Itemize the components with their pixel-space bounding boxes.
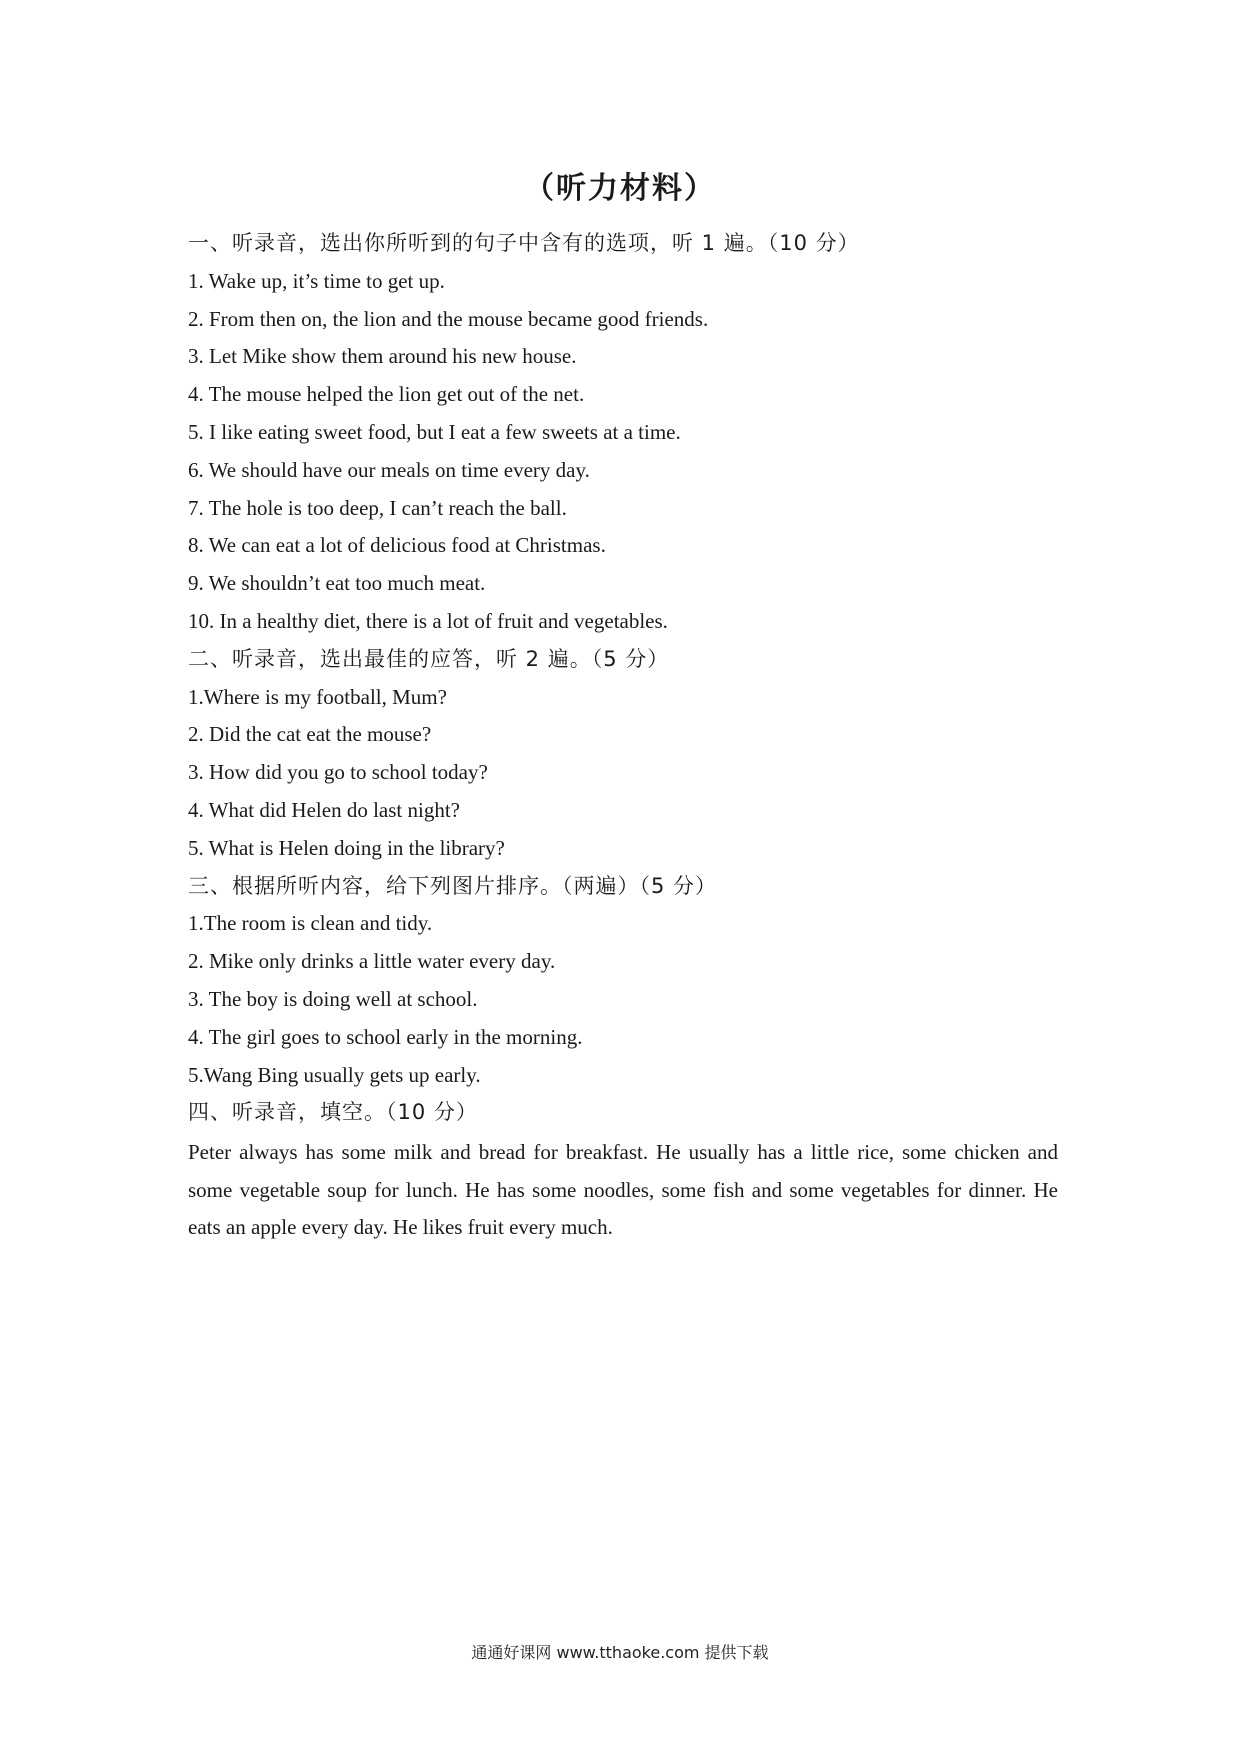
page-footer: 通通好课网 www.tthaoke.com 提供下载 [471,1643,769,1662]
section-1-item: 1. Wake up, it’s time to get up. [188,268,445,293]
section-1-item: 2. From then on, the lion and the mouse became good friends. [188,306,709,331]
section-3-heading: 三、根据所听内容，给下列图片排序。（两遍）（5 分） [188,873,718,898]
document-body [188,225,1058,1247]
section-1-item: 10. In a healthy diet, there is a lot of fruit and vegetables. [188,608,668,633]
section-2-heading: 二、听录音，选出最佳的应答，听 2 遍。（5 分） [188,646,670,671]
section-2-item: 3. How did you go to school today? [188,760,488,785]
section-1-item: 9. We shouldn’t eat too much meat. [188,571,486,596]
section-1-item: 3. Let Mike show them around his new house. [188,344,577,369]
section-1-item: 4. The mouse helped the lion get out of the net. [188,382,585,407]
section-1-item: 6. We should have our meals on time every day. [188,457,590,482]
section-2-item: 1.Where is my football, Mum? [188,684,447,709]
section-1-heading: 一、听录音，选出你所听到的句子中含有的选项，听 1 遍。（10 分） [188,231,860,255]
section-2-item: 2. Did the cat eat the mouse? [188,722,432,747]
section-3-item: 2. Mike only drinks a little water every day. [188,949,556,974]
section-3-item: 1.The room is clean and tidy. [188,911,433,936]
section-1-item: 7. The hole is too deep, I can’t reach the ball. [188,495,567,520]
page-title: （听力材料） [524,171,716,206]
section-3-item: 4. The girl goes to school early in the morning. [188,1024,583,1049]
section-2-item: 4. What did Helen do last night? [188,797,460,822]
section-3-item: 3. The boy is doing well at school. [188,986,478,1011]
section-1-item: 8. We can eat a lot of delicious food at Christmas. [188,533,606,558]
section-3-item: 5.Wang Bing usually gets up early. [188,1062,481,1087]
section-2-item: 5. What is Helen doing in the library? [188,835,505,860]
section-1-item: 5. I like eating sweet food, but I eat a few sweets at a time. [188,419,681,444]
section-4-paragraph: Peter always has some milk and bread for breakfast. He usually has a little rice, some chicken and some vegetable soup for lunch. He has some noodles, some fish and some vegetables for dinner. He eats an apple every day. He likes fruit every much. [188,1140,1058,1240]
section-4-heading: 四、听录音，填空。（10 分） [188,1100,478,1125]
